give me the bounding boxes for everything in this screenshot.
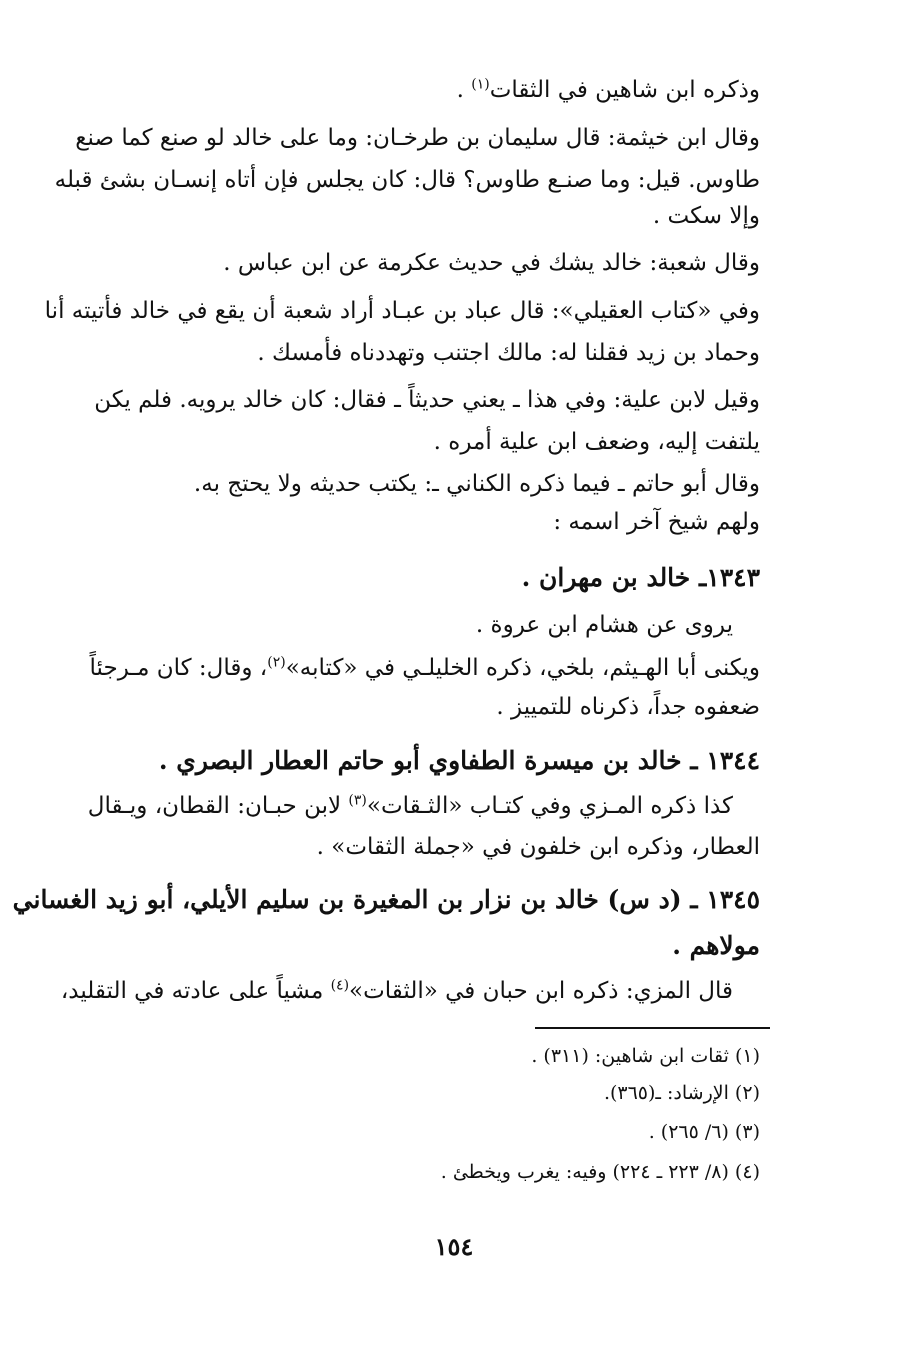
text-line-11: ولهم شيخ آخر اسمه :	[553, 509, 760, 535]
entry-heading-1345: ١٣٤٥ ـ (د س) خالد بن نزار بن المغيرة بن سليم الأيلي، أبو زيد الغساني	[12, 885, 760, 914]
text-line-1: وذكره ابن شاهين في الثقات$^{(١)}$ .	[456, 76, 760, 103]
text-line-5: وقال شعبة: خالد يشك في حديث عكرمة عن ابن عباس .	[223, 250, 760, 276]
text-line-9: يلتفت إليه، وضعف ابن علية أمره .	[433, 429, 760, 455]
text-line-6: وفي «كتاب العقيلي»: قال عباد بن عبـاد أراد شعبة أن يقع في خالد فأتيته أنا	[44, 298, 760, 324]
text-line-3: طاوس. قيل: وما صنـع طاوس؟ قال: كان يجلس فإن أتاه إنسـان بشئ قبله	[54, 167, 760, 193]
footnote-4: (٤) (٨/ ٢٢٣ ـ ٢٢٤) وفيه: يغرب ويخطئ .	[440, 1161, 760, 1183]
page-number: ١٥٤	[434, 1232, 474, 1261]
text-line-8: وقيل لابن علية: وفي هذا ـ يعني حديثاً ـ فقال: كان خالد يرويه. فلم يكن	[94, 387, 760, 413]
text-line-10: وقال أبو حاتم ـ فيما ذكره الكناني ـ: يكتب حديثه ولا يحتج به.	[193, 471, 760, 497]
footnote-divider	[535, 1027, 770, 1029]
footnote-2: (٢) الإرشاد: ـ(٣٦٥).	[603, 1082, 760, 1104]
text-line-2: وقال ابن خيثمة: قال سليمان بن طرخـان: وما على خالد لو صنع كما صنع	[75, 125, 760, 151]
text-line-14: ويكنى أبا الهـيثم، بلخي، ذكره الخليلـي في «كتابه»$^{(٢)}$، وقال: كان مـرجئاً	[89, 654, 760, 681]
text-line-4: وإلا سكت .	[652, 203, 760, 229]
text-line-18: العطار، وذكره ابن خلفون في «جملة الثقات» .	[316, 834, 760, 860]
text-line-7: وحماد بن زيد فقلنا له: مالك اجتنب وتهددناه فأمسك .	[257, 340, 760, 366]
text-line-15: ضعفوه جداً، ذكرناه للتمييز .	[496, 694, 760, 720]
entry-heading-1344: ١٣٤٤ ـ خالد بن ميسرة الطفاوي أبو حاتم العطار البصري .	[158, 746, 760, 775]
text-line-17: كذا ذكره المـزي وفي كتـاب «الثـقات»$^{(٣)}$ لابن حبـان: القطان، ويـقال	[87, 792, 733, 819]
text-line-20: مولاهم .	[672, 931, 760, 960]
footnote-1: (١) ثقات ابن شاهين: (٣١١) .	[531, 1045, 760, 1067]
text-line-13: يروى عن هشام ابن عروة .	[475, 612, 733, 638]
entry-heading-1343: ١٣٤٣ـ خالد بن مهران .	[521, 563, 760, 592]
text-line-21: قال المزي: ذكره ابن حبان في «الثقات»$^{(٤)}$ مشياً على عادته في التقليد،	[60, 977, 733, 1004]
footnote-3: (٣) (٦/ ٢٦٥) .	[648, 1121, 760, 1143]
